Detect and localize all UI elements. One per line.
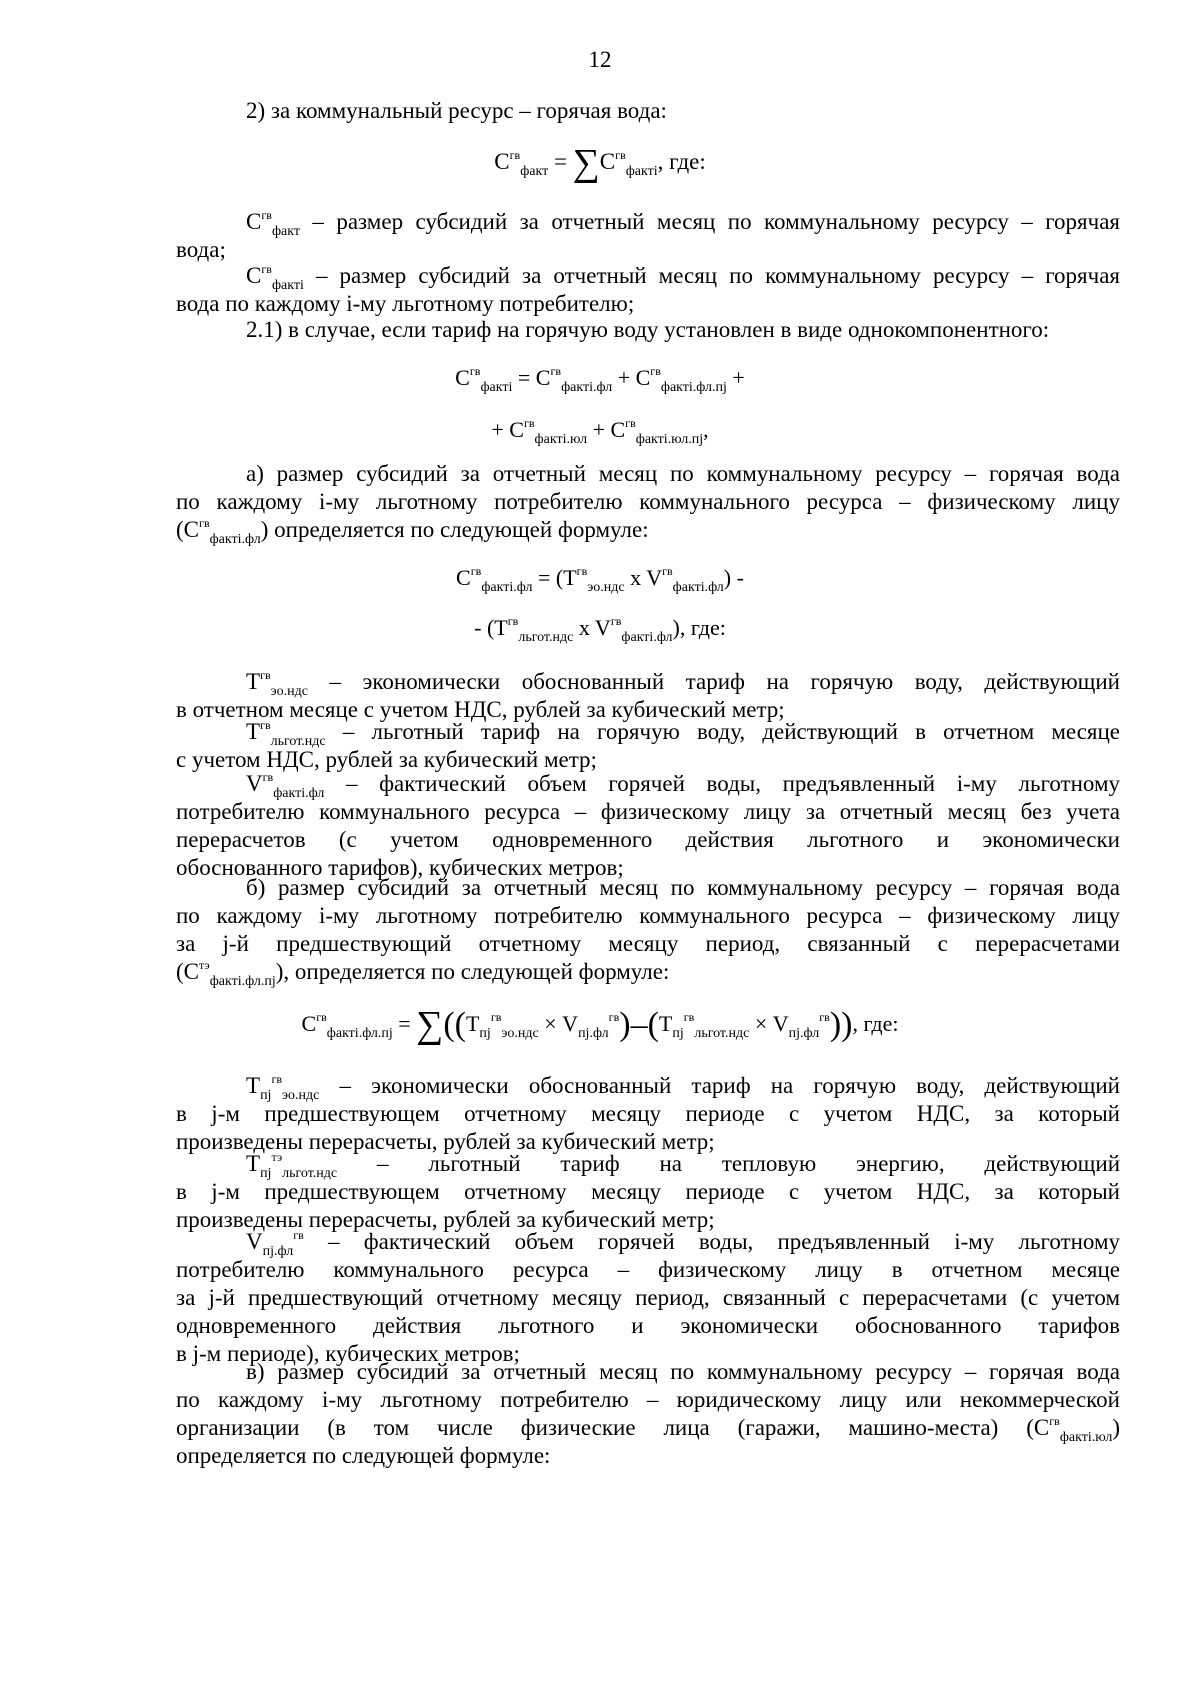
- paragraph-2-1: 2.1) в случае, если тариф на горячую воду установлен в виде однокомпонентного:: [246, 317, 1050, 342]
- definition-v-pj-fl: $V_{пj.фл}^{гв}$ – фактический объем горячей воды, предъявленный i-му льготному потребителю коммунального ресурса – физическому лицу в отчетном месяце за j-й предшествующий отчетному месяцу период, связанный с перерасчетами (с учетом одновременного действия льготного и экономически обоснованного тарифов в j-м периоде), кубических метров;: [176, 1228, 1120, 1366]
- formula-c-fact-i-sum-continued: + $С^{гв}_{фактi.юл} + С^{гв}_{фактi.юл.пj}$,: [491, 416, 709, 447]
- formula-c-fact-i-fl-pj: $С^{гв}_{фактi.фл.пj} = \sum((Т_{пj}^{гв}_{эо.ндс} \times V_{пj.фл}^{гв})-(Т_{пj}^{гв}_{льгот.ндс} \times V_{пj.фл}^{гв}))$, где:: [301, 1004, 899, 1046]
- paragraph-b: б) размер субсидий за отчетный месяц по коммунальному ресурсу – горячая вода по каждому i-му льготному потребителю коммунального ресурса – физическому лицу за j-й предшествующий отчетному месяцу период, связанный с перерасчетами $(С^{тэ}_{фактi.фл.пj})$, определяется по следующей формуле:: [176, 875, 1120, 989]
- paragraph-a: а) размер субсидий за отчетный месяц по коммунальному ресурсу – горячая вода по каждому i-му льготному потребителю коммунального ресурса – физическому лицу $(С^{гв}_{фактi.фл})$ определяется по следующей формуле:: [176, 461, 1120, 547]
- paragraph-v: в) размер субсидий за отчетный месяц по коммунальному ресурсу – горячая вода по каждому i-му льготному потребителю – юридическому лицу или некоммерческой организации (в том числе физические лица (гаражи, машино-места) $(С^{гв}_{фактi.юл})$ определяется по следующей формуле:: [176, 1359, 1120, 1468]
- definition-c-fact: $С^{гв}_{факт}$ – размер субсидий за отчетный месяц по коммунальному ресурсу – горячая вода;: [176, 208, 1120, 262]
- formula-c-fact-i-fl: $С^{гв}_{фактi.фл} = (Т^{гв}_{эо.ндс}$ x $V^{гв}_{фактi.фл}$) -: [456, 564, 744, 595]
- formula-c-fact-i-sum: $С^{гв}_{фактi} = С^{гв}_{фактi.фл} + С^{гв}_{фактi.фл.пj}$ +: [455, 364, 745, 395]
- page-number: 12: [588, 47, 612, 72]
- definition-t-pj-eo-nds: $Т_{пj}^{гв}_{эо.ндс}$ – экономически обоснованный тариф на горячую воду, действующий в j-м предшествующем отчетному месяцу периоде с учетом НДС, за который произведены перерасчеты, рублей за кубический метр;: [176, 1072, 1120, 1154]
- formula-c-fact-i-fl-continued: - ($Т^{гв}_{льгот.ндс}$ x $V^{гв}_{фактi.фл}$), где:: [474, 614, 726, 645]
- definition-t-eo-nds: $Т^{гв}_{эо.ндс}$ – экономически обоснованный тариф на горячую воду, действующий в отчетном месяце с учетом НДС, рублей за кубический метр;: [176, 668, 1120, 722]
- definition-v-fact-i-fl: $V^{гв}_{фактi.фл}$ – фактический объем горячей воды, предъявленный i-му льготному потребителю коммунального ресурса – физическому лицу за отчетный месяц без учета перерасчетов (с учетом одновременного действия льготного и экономически обоснованного тарифов), кубических метров;: [176, 770, 1120, 880]
- definition-c-fact-i: $С^{гв}_{фактi}$ – размер субсидий за отчетный месяц по коммунальному ресурсу – горячая вода по каждому i-му льготному потребителю;: [176, 262, 1120, 316]
- section-2-heading: 2) за коммунальный ресурс – горячая вода:: [246, 98, 667, 123]
- definition-t-pj-lgot-nds: $Т_{пj}^{тэ}_{льгот.ндс}$ – льготный тариф на тепловую энергию, действующий в j-м предшествующем отчетному месяцу периоде с учетом НДС, за который произведены перерасчеты, рублей за кубический метр;: [176, 1150, 1120, 1232]
- definition-t-lgot-nds: $Т^{гв}_{льгот.ндс}$ – льготный тариф на горячую воду, действующий в отчетном месяце с учетом НДС, рублей за кубический метр;: [176, 718, 1120, 772]
- formula-hot-water-total: $С^{гв}_{факт} = \sum С^{гв}_{фактi}$, где:: [494, 142, 706, 184]
